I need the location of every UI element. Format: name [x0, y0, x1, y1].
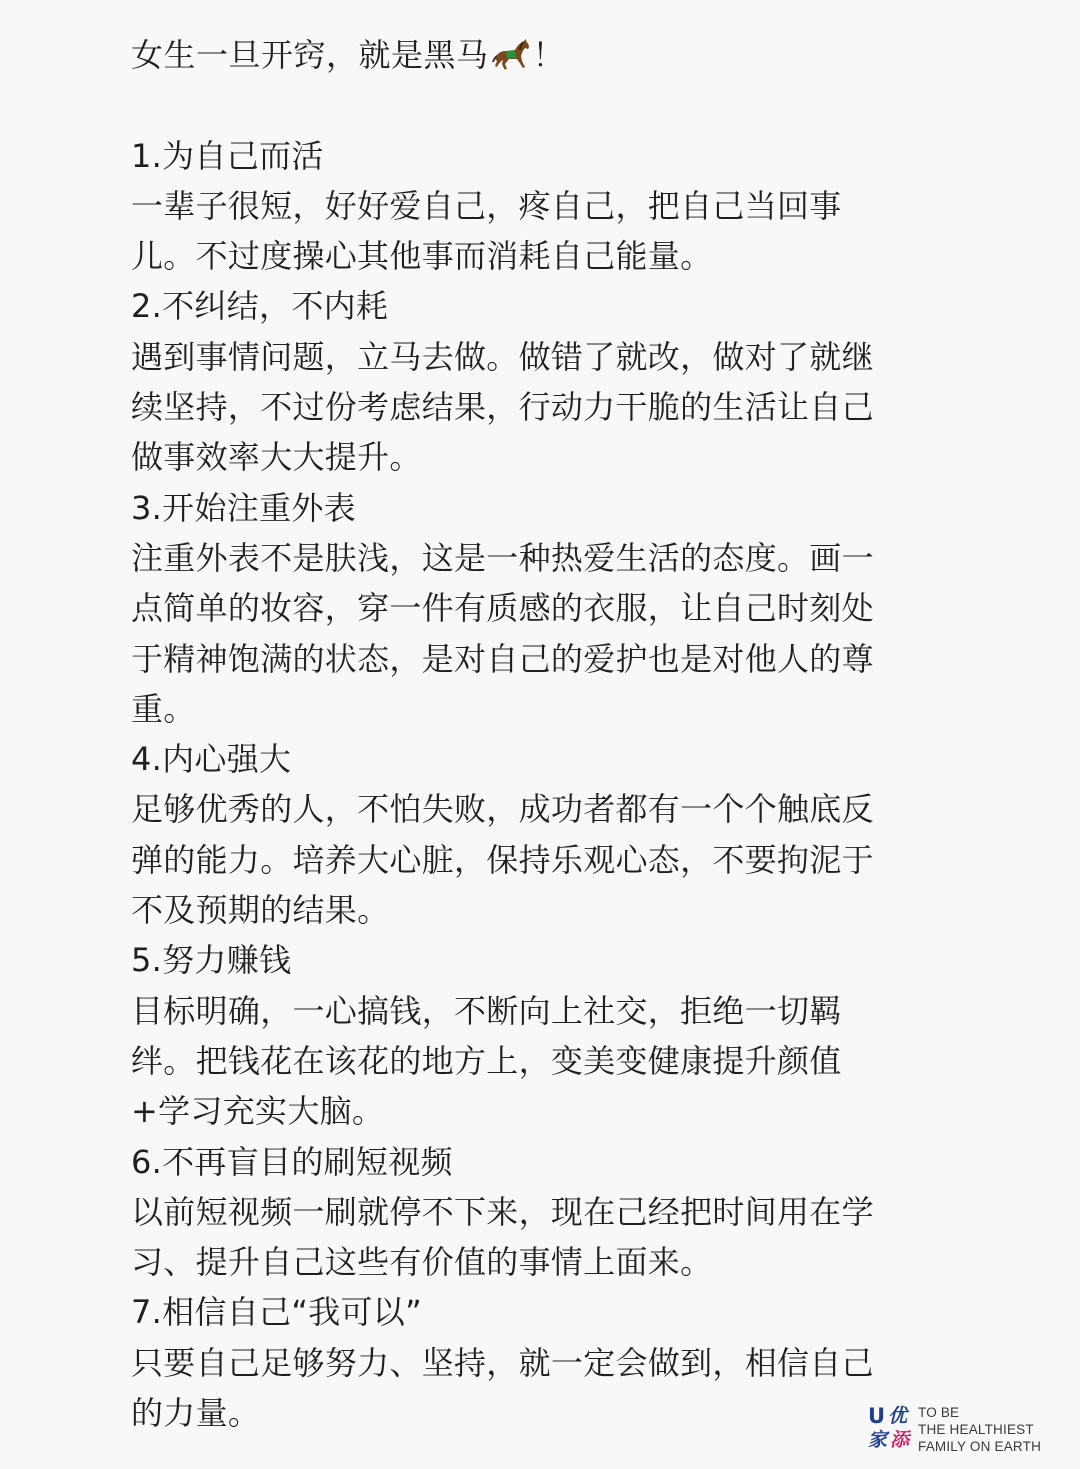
- post-line: 弹的能力。培养大心脏，保持乐观心态，不要拘泥于: [131, 840, 874, 879]
- horse-emoji-icon: [491, 37, 531, 71]
- post-line: 续坚持，不过份考虑结果，行动力干脆的生活让自己: [131, 388, 874, 427]
- logo-char: 家: [868, 1429, 888, 1451]
- logo-char: 添: [890, 1429, 910, 1451]
- post-line: 6.不再盲目的刷短视频: [131, 1142, 453, 1181]
- post-title: [131, 30, 951, 80]
- post-line: 足够优秀的人，不怕失败，成功者都有一个个触底反: [131, 790, 874, 829]
- post-line: 不及预期的结果。: [131, 891, 390, 930]
- post-title-end: ！: [532, 36, 566, 74]
- brand-logo: [866, 1402, 914, 1458]
- post-line: 只要自己足够努力、坚持，就一定会做到，相信自己: [131, 1343, 874, 1382]
- post-line: 5.努力赚钱: [131, 941, 292, 980]
- watermark-line: FAMILY ON EARTH: [918, 1439, 1042, 1454]
- post-line: +学习充实大脑。: [131, 1092, 385, 1131]
- post-line: 3.开始注重外表: [131, 488, 356, 527]
- blank-line: [131, 80, 951, 130]
- watermark-line: THE HEALTHIEST: [918, 1422, 1034, 1437]
- post-line: 儿。不过度操心其他事而消耗自己能量。: [131, 237, 713, 276]
- post-body: [131, 30, 951, 1438]
- post-line: 做事效率大大提升。: [131, 438, 422, 477]
- watermark: [866, 1402, 1066, 1458]
- post-line: 点简单的妆容，穿一件有质感的衣服，让自己时刻处: [131, 589, 874, 628]
- post-line: 注重外表不是肤浅，这是一种热爱生活的态度。画一: [131, 538, 874, 577]
- logo-letter: U: [868, 1404, 886, 1428]
- post-line: 以前短视频一刷就停不下来，现在己经把时间用在学: [131, 1192, 874, 1231]
- post-line: 2.不纠结，不内耗: [131, 287, 389, 326]
- post-line: 目标明确，一心搞钱，不断向上社交，拒绝一切羁: [131, 991, 842, 1030]
- post-line: 4.内心强大: [131, 740, 292, 779]
- post-line: 的力量。: [131, 1394, 261, 1433]
- logo-char: 优: [888, 1405, 908, 1427]
- post-line: 7.相信自己“我可以”: [131, 1293, 422, 1332]
- post-line: 于精神饱满的状态，是对自己的爱护也是对他人的尊: [131, 639, 874, 678]
- post-line: 一辈子很短，好好爱自己，疼自己，把自己当回事: [131, 186, 842, 225]
- post-line: 习、提升自己这些有价值的事情上面来。: [131, 1243, 713, 1282]
- post-line: 重。: [131, 689, 196, 728]
- post-line: 遇到事情问题，立马去做。做错了就改，做对了就继: [131, 337, 874, 376]
- post-title-text: 女生一旦开窍，就是黑马: [131, 36, 489, 74]
- watermark-slogan: [918, 1404, 1041, 1455]
- post-line: 1.为自己而活: [131, 136, 324, 175]
- watermark-line: TO BE: [918, 1405, 960, 1420]
- post-line: 绊。把钱花在该花的地方上，变美变健康提升颜值: [131, 1041, 842, 1080]
